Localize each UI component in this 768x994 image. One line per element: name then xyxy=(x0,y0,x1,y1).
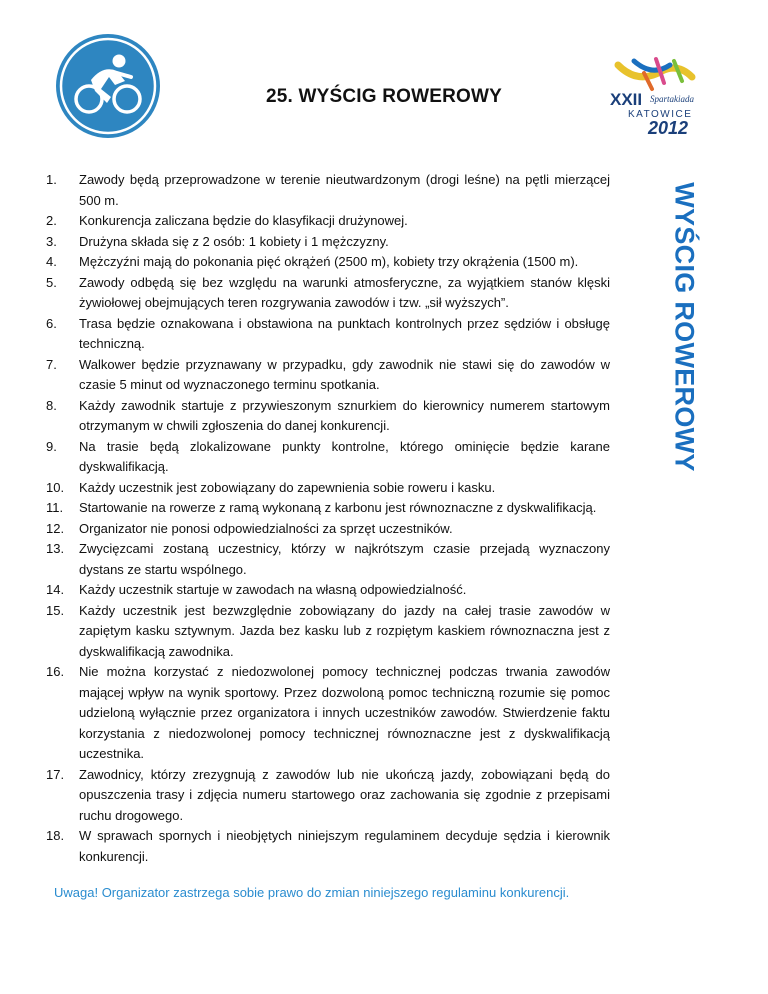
rule-text: Zawodnicy, którzy zrezygnują z zawodów lub nie ukończą jazdy, zobowiązani będą do opuszczenia trasy i zdjęcia numeru startowego oraz zachowania się zgodnie z przepisami ruchu drogowego. xyxy=(79,766,610,823)
rule-number: 14. xyxy=(46,582,65,597)
rule-number: 4. xyxy=(46,254,57,269)
rule-item xyxy=(46,170,610,211)
rule-number: 1. xyxy=(46,172,57,187)
vertical-title: WYŚCIG ROWEROWY xyxy=(669,182,700,472)
rule-text: Walkower będzie przyznawany w przypadku, gdy zawodnik nie stawi się do zawodów w czasie 5 minut od wyznaczonego terminu spotkania. xyxy=(79,356,610,392)
rule-text: Organizator nie ponosi odpowiedzialności za sprzęt uczestników. xyxy=(79,520,453,536)
logo-script-text: Spartakiada xyxy=(650,94,694,104)
rule-item xyxy=(46,396,610,437)
rule-item xyxy=(46,519,610,540)
rule-item xyxy=(46,252,610,273)
rule-number: 3. xyxy=(46,233,57,249)
rule-text: Mężczyźni mają do pokonania pięć okrążeń (2500 m), kobiety trzy okrążenia (1500 m). xyxy=(79,254,579,269)
rule-number: 2. xyxy=(46,213,57,228)
rule-item xyxy=(46,580,610,601)
rule-text: Konkurencja zaliczana będzie do klasyfikacji drużynowej. xyxy=(79,213,408,228)
rule-item xyxy=(46,232,610,253)
rule-item xyxy=(46,662,610,765)
rule-item xyxy=(46,437,610,478)
rule-number: 9. xyxy=(46,438,57,454)
rule-number: 15. xyxy=(46,602,65,618)
page-title: 25. WYŚCIG ROWEROWY xyxy=(265,86,503,107)
rule-text: Każdy uczestnik startuje w zawodach na własną odpowiedzialność. xyxy=(79,582,467,597)
rule-number: 10. xyxy=(46,479,65,495)
logo-year-text: 2012 xyxy=(648,118,689,137)
vertical-title-container xyxy=(662,170,706,485)
rule-number: 12. xyxy=(46,520,65,536)
rule-text: Zawody będą przeprowadzone w terenie nieutwardzonym (drogi leśne) na pętli mierzącej 500 m. xyxy=(79,172,610,208)
rule-item xyxy=(46,314,610,355)
rule-number: 11. xyxy=(46,500,64,515)
logo-city-text: KATOWICE xyxy=(628,109,693,120)
rule-item xyxy=(46,498,610,519)
rule-number: 5. xyxy=(46,274,57,290)
rule-number: 16. xyxy=(46,664,65,679)
rule-text: Każdy uczestnik jest zobowiązany do zapewnienia sobie roweru i kasku. xyxy=(79,479,496,495)
rule-text: Każdy uczestnik jest bezwzględnie zobowiązany do jazdy na całej trasie zawodów w zapiętym kasku sztywnym. Jazda bez kasku lub z rozpiętym kaskiem równoznaczna jest z dyskwalifikacją zawodnika. xyxy=(79,602,610,659)
rule-text: Zwycięzcami zostaną uczestnicy, którzy w najkrótszym czasie przejadą wyznaczony dystans ze startu wspólnego. xyxy=(79,541,610,577)
rule-number: 7. xyxy=(46,356,57,372)
rules-list xyxy=(46,170,610,867)
rule-text: Każdy zawodnik startuje z przywieszonym sznurkiem do kierownicy numerem startowym otrzymanym w chwili zgłoszenia do danej konkurencji. xyxy=(79,397,610,433)
rule-number: 13. xyxy=(46,541,65,556)
rule-item xyxy=(46,355,610,396)
rule-number: 8. xyxy=(46,397,57,413)
disclaimer-note: Uwaga! Organizator zastrzega sobie prawo do zmian niniejszego regulaminu konkurencji. xyxy=(54,885,570,900)
rule-text: Startowanie na rowerze z ramą wykonaną z karbonu jest równoznaczne z dyskwalifikacją. xyxy=(79,500,597,515)
rule-item xyxy=(46,273,610,314)
rule-text: Nie można korzystać z niedozwolonej pomocy technicznej podczas trwania zawodów mającej wpływ na wynik sportowy. Przez dozwoloną pomoc techniczną rozumie się pomoc udzieloną wyłącznie przez organizatora i innych uczestników zawodów. Stwierdzenie faktu korzystania z niedozwolonej pomocy technicznej równoznaczne jest z dyskwalifikacją uczestnika. xyxy=(79,664,610,761)
rule-number: 6. xyxy=(46,315,57,331)
rule-item xyxy=(46,826,610,867)
rule-item xyxy=(46,601,610,663)
logo-roman-numeral: XXII xyxy=(610,90,643,109)
rule-text: Na trasie będą zlokalizowane punkty kontrolne, którego ominięcie będzie karane dyskwalifikacją. xyxy=(79,438,610,474)
rule-text: Drużyna składa się z 2 osób: 1 kobiety i 1 mężczyzny. xyxy=(79,233,389,249)
rule-text: W sprawach spornych i nieobjętych niniejszym regulaminem decyduje sędzia i kierownik konkurencji. xyxy=(79,828,610,864)
rule-item xyxy=(46,765,610,827)
rule-number: 17. xyxy=(46,766,65,782)
rule-item xyxy=(46,211,610,232)
rule-item xyxy=(46,478,610,499)
rule-number: 18. xyxy=(46,828,65,843)
rule-text: Trasa będzie oznakowana i obstawiona na punktach kontrolnych przez sędziów i obsługę techniczną. xyxy=(79,315,610,351)
rule-text: Zawody odbędą się bez względu na warunki atmosferyczne, za wyjątkiem stanów klęski żywiołowej obejmujących teren rozgrywania zawodów i tzw. „sił wyższych”. xyxy=(79,274,610,310)
rule-item xyxy=(46,539,610,580)
